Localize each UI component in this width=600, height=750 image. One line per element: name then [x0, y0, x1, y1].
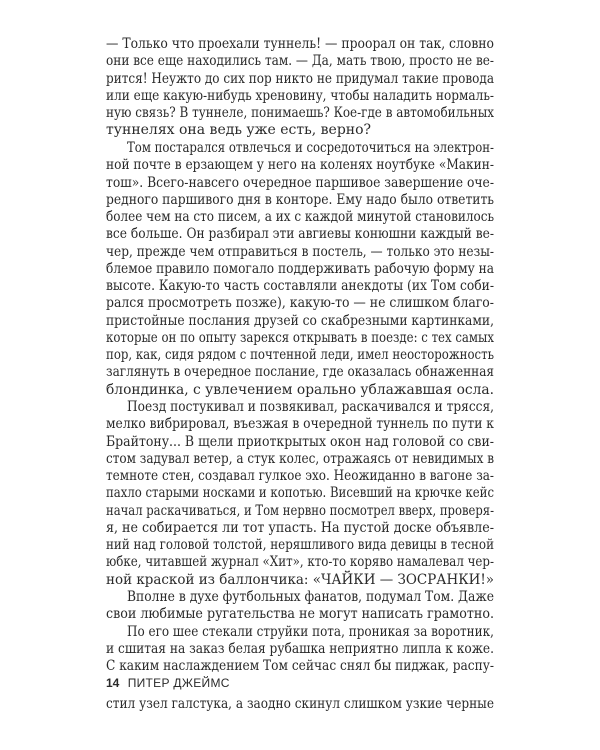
- page-number: 14: [106, 676, 120, 690]
- text-line: чер, прежде чем отправиться в постель, — только это незы-: [106, 244, 494, 260]
- text-line: ний над головой толстой, неряшливого вида девицы в тесной: [106, 537, 494, 553]
- page-footer: [106, 676, 230, 690]
- text-line: свои любимые ругательства не могут написать грамотно.: [106, 606, 494, 622]
- text-line: Вполне в духе футбольных фанатов, подумал Том. Даже: [127, 589, 494, 605]
- text-line: высоте. Какую-то часть составляли анекдоты (их Том соби-: [106, 278, 494, 294]
- text-line: мелко вибрировал, въезжая в очередной туннель по пути к: [106, 416, 494, 432]
- text-line: стил узел галстука, а заодно скинул слишком узкие черные: [106, 696, 494, 712]
- running-header-author: ПИТЕР ДЖЕЙМС: [127, 676, 230, 690]
- text-line: туннелях она ведь уже есть, верно?: [106, 122, 372, 138]
- text-line: редного паршивого дня в конторе. Ему надо было ответить: [106, 192, 494, 208]
- text-line: — Только что проехали туннель! — проорал он так, словно: [106, 36, 494, 52]
- text-line: ную связь? В туннеле, понимаешь? Кое-где в автомобильных: [106, 105, 494, 121]
- text-line: стом задувал ветер, а стук колес, отражаясь от невидимых в: [106, 451, 494, 467]
- text-line: Поезд постукивал и позвякивал, раскачивался и трясся,: [127, 399, 494, 415]
- text-line: и сшитая на заказ белая рубашка неприятно липла к коже.: [106, 641, 494, 657]
- text-line: пор, как, сидя рядом с почтенной леди, имел неосторожность: [106, 347, 494, 363]
- text-line: юбке, читавшей журнал «Хит», кто-то коряво намалевал чер-: [106, 554, 494, 570]
- text-line: Брайтону... В щели приоткрытых окон над головой со сви-: [106, 434, 494, 450]
- text-line: пахло старыми носками и копотью. Висевший на крючке кейс: [106, 485, 494, 501]
- text-line: рался просмотреть позже), какую-то — не слишком благо-: [106, 295, 494, 311]
- text-line: ной краской из баллончика: «ЧАЙКИ — ЗОСРАНКИ!»: [106, 572, 494, 588]
- text-line: они все еще находились там. — Да, мать твою, просто не ве-: [106, 53, 494, 69]
- text-line: начал раскачиваться, и Том нервно посмотрел вверх, проверя-: [106, 503, 494, 519]
- text-line: блондинка, с увлечением орально ублажавшая осла.: [106, 382, 494, 398]
- text-line: все больше. Он разбирал эти авгиевы конюшни каждый ве-: [106, 226, 494, 242]
- text-line: По его шее стекали струйки пота, проникая за воротник,: [127, 624, 494, 640]
- text-line: блемое правило помогало поддерживать рабочую форму на: [106, 261, 494, 277]
- text-line: темноте стен, создавал гулкое эхо. Неожиданно в вагоне за-: [106, 468, 494, 484]
- text-line: ной почте в ерзающем у него на коленях ноутбуке «Макин-: [106, 157, 494, 173]
- text-line: более чем на сто писем, а их с каждой минутой становилось: [106, 209, 494, 225]
- text-line: пристойные послания друзей со скабрезными картинками,: [106, 313, 494, 329]
- text-line: которые он по опыту зарекся открывать в поезде: с тех самых: [106, 330, 494, 346]
- text-line: я, не собирается ли тот упасть. На пустой доске объявле-: [106, 520, 494, 536]
- text-line: заглянуть в очередное послание, где оказалась обнаженная: [106, 364, 494, 380]
- text-line: С каким наслаждением Том сейчас снял бы пиджак, распу-: [106, 658, 494, 674]
- text-line: Том постарался отвлечься и сосредоточиться на электрон-: [127, 140, 494, 156]
- text-line: рится! Неужто до сих пор никто не придумал такие провода: [106, 71, 494, 87]
- text-line: тош». Всего-навсего очередное паршивое завершение оче-: [106, 175, 494, 191]
- text-line: или еще какую-нибудь хреновину, чтобы наладить нормаль-: [106, 88, 494, 104]
